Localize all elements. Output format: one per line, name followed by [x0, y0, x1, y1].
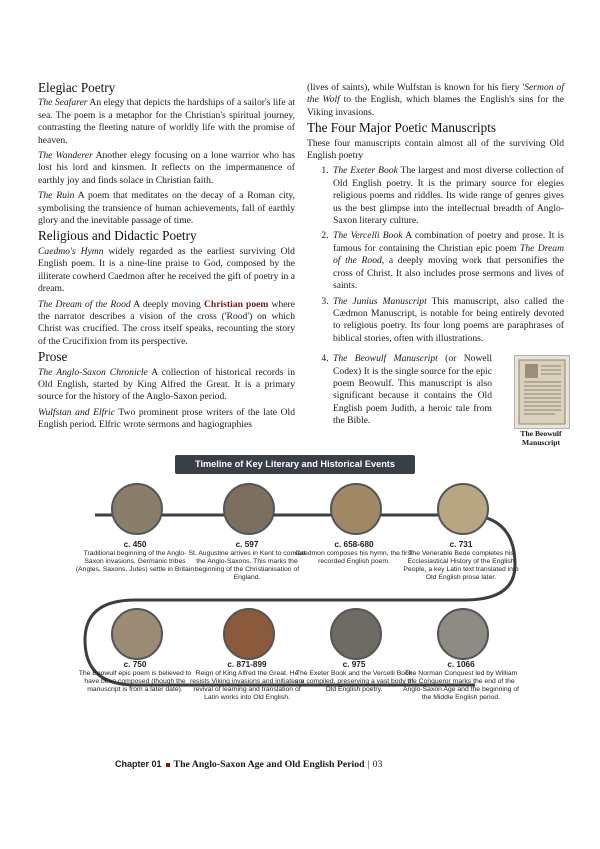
event-750: c. 750 The Beowulf epic poem is believed to have been composed (though the manuscript is from a later date).: [78, 660, 192, 694]
manuscript-beowulf: 4. The Beowulf Manuscript (or Nowell Codex) It is the single source for the epic poem Beowulf. This manuscript is also significant because it contains the Old English poem Judith, a heroic tale from the Bible. The Beowulf Manuscript: [331, 353, 564, 427]
footer-chapter: Chapter 01: [115, 759, 162, 769]
manuscripts-intro: These four manuscripts contain almost all of the surviving Old English poetry: [307, 137, 564, 162]
heading-religious-poetry: Religious and Didactic Poetry: [38, 228, 197, 244]
event-975: c. 975 The Exeter Book and the Vercelli Book are compiled, preserving a vast body of Old English poetry.: [294, 660, 414, 694]
section-prose: [38, 351, 295, 431]
continued-text: (lives of saints), while Wulfstan is known for his fiery 'Sermon of the Wolf to the English, which blames the English's sins for the Viking invasions.: [307, 82, 564, 118]
page-number: 03: [372, 759, 383, 770]
beowulf-manuscript-image: [514, 355, 570, 429]
entry-wulfstan-elfric: Wulfstan and Elfric Two prominent prose writers of the late Old English period. Elfric wrote sermons and hagiographies: [38, 406, 295, 431]
footer-title: The Anglo-Saxon Age and Old English Period: [173, 759, 365, 770]
section-elegiac-poetry: [38, 82, 295, 227]
entry-ruin: The Ruin A poem that meditates on the decay of a Roman city, symbolising the transience of human achievements, fall of earthly glory and the inevitable passage of time.: [38, 190, 295, 227]
heading-four-manuscripts: The Four Major Poetic Manuscripts: [307, 120, 496, 136]
timeline-title: Timeline of Key Literary and Historical Events: [175, 455, 415, 474]
entry-caedmon-hymn: Caedmo's Hymn widely regarded as the earliest surviving Old English poem. It is a nine-line praise to God, composed by the illiterate cowherd Caedmon after he received the gift of poetry in a dream.: [38, 245, 295, 295]
event-871-899: c. 871-899 Reign of King Alfred the Great. He resists Viking invasions and initiates a revival of learning and translation of Latin works into Old English.: [190, 660, 304, 702]
event-thumb-658: [330, 483, 382, 535]
left-column: [38, 82, 295, 435]
right-column: [307, 82, 565, 447]
timeline: [45, 455, 555, 745]
event-thumb-871: [223, 608, 275, 660]
heading-elegiac-poetry: Elegiac Poetry: [38, 80, 116, 95]
event-1066: c. 1066 The Norman Conquest led by William the Conqueror marks the end of the Anglo-Saxon Age and the beginning of the Middle English period.: [402, 660, 520, 702]
entry-dream-of-the-rood: The Dream of the Rood A deeply moving Christian poem where the narrator describes a vision of the cross ('Rood') on which Christ was crucified. The cross itself speaks, recounting the story of the Crucifixion from its perspective.: [38, 298, 295, 347]
event-658-680: c. 658-680 Caedmon composes his hymn, the first recorded English poem.: [295, 540, 413, 566]
manuscript-list: [307, 165, 565, 447]
entry-wanderer: The Wanderer Another elegy focusing on a lone warrior who has lost his lord and kinsmen. It reflects on the impermanence of earthly joy and finds solace in Christian faith.: [38, 150, 295, 186]
section-religious-poetry: [38, 230, 295, 348]
footer-separator: |: [367, 759, 370, 770]
page-footer: [115, 759, 535, 770]
highlight-christian-poem: Christian poem: [203, 298, 269, 310]
event-thumb-750: [111, 608, 163, 660]
event-450: c. 450 Traditional beginning of the Anglo-Saxon invasions. Germanic tribes (Angles, Saxons, Jutes) settle in Britain: [75, 540, 195, 574]
event-thumb-597: [223, 483, 275, 535]
beowulf-image-caption: The Beowulf Manuscript: [520, 429, 562, 447]
event-thumb-1066: [437, 608, 489, 660]
event-731: c. 731 The Venerable Bede completes his Ecclesiastical History of the English People, a key Latin text translated into Old English prose later.: [403, 540, 519, 582]
event-thumb-975: [330, 608, 382, 660]
heading-prose: Prose: [38, 349, 68, 365]
entry-anglo-saxon-chronicle: The Anglo-Saxon Chronicle A collection of historical records in Old English, started by King Alfred the Great. It is a primary source for the history of the Anglo-Saxon period.: [38, 366, 295, 403]
event-597: c. 597 St. Augustine arrives in Kent to convert the Anglo-Saxons. This marks the beginning of the Christianisation of England.: [188, 540, 306, 582]
entry-seafarer: The Seafarer An elegy that depicts the hardships of a sailor's life at sea. The poem is a metaphor for the Christian's spiritual journey, contrasting the fleeting nature of worldly life with the promise of heaven.: [38, 97, 295, 146]
event-thumb-731: [437, 483, 489, 535]
footer-bullet: [166, 763, 170, 767]
event-thumb-450: [111, 483, 163, 535]
manuscript-vercelli: 2. The Vercelli Book A combination of poetry and prose. It is famous for containing the Christian epic poem The Dream of the Rood, a deeply moving work that personifies the cross of Christ. It also includes prose sermons and lives of saints.: [331, 230, 564, 292]
manuscript-junius: 3. The Junius Manuscript This manuscript, also called the Cædmon Manuscript, is notable for being entirely devoted to religious poetry. Its four long poems are paraphrases of biblical stories, often with illustrations.: [331, 296, 564, 346]
manuscript-exeter: 1. The Exeter Book The largest and most diverse collection of Old English poetry. It is the primary source for elegies religious poems and riddles. Its wide range of genres gives us the best glimpse into the intellectual breadth of Anglo-Saxon literary culture.: [331, 165, 564, 227]
